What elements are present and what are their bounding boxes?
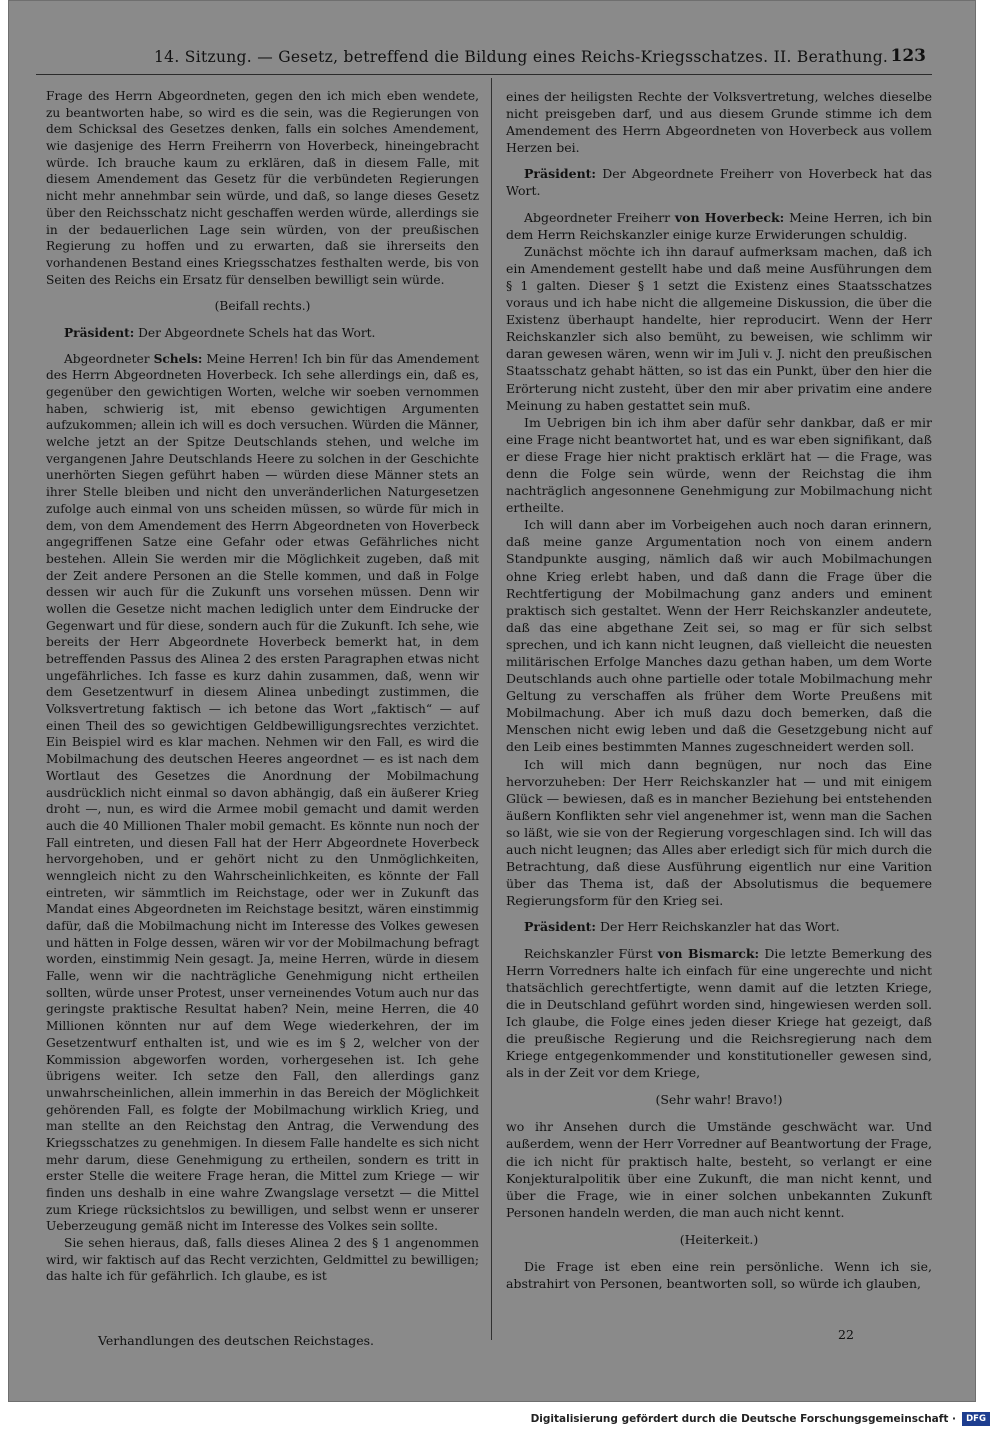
body-paragraph: Ich will mich dann begnügen, nur noch das Eine hervorzuheben: Der Herr Reichskanzler hat — und mit einigem Glück — bewiesen, daß es in mancher Beziehung bei entstehenden äußern Konflikten sehr viel angenehmer ist, wenn man die Sachen so läßt, wie sie von der Regierung vorgeschlagen sind. Ich will das auch nicht leugnen; das Alles aber erledigt sich für mich durch die Betrachtung, daß diese Ausführung eigentlich nur eine Varition über das Thema ist, daß der Absolutismus die bequemere Regierungsform für den Krieg sei. (506, 756, 933, 909)
speech-text: Die letzte Bemerkung des Herrn Vorredners halte ich einfach für eine ungerechte und nicht thatsächlich gerechtfertigte, wenn damit auf die letzten Kriege, die in Deutschland geführt worden sind, hingewiesen werden soll. Ich glaube, die Folge eines jeden dieser Kriege hat gezeigt, daß die preußische Regierung und die Reichsregierung nach dem Kriege entgegenkommender und konstitutioneller gewesen sind, als in der Zeit vor dem Kriege, (506, 945, 932, 1081)
speaker-prefix: Reichskanzler Fürst (524, 945, 658, 961)
page-number: 123 (890, 46, 926, 66)
body-paragraph: Sie sehen hieraus, daß, falls dieses Alinea 2 des § 1 angenommen wird, wir faktisch auf das Recht verzichten, Geldmittel zu bewilligen; das halte ich für gefährlich. Ich glaube, es ist (46, 1236, 479, 1284)
speaker-name: von Hoverbeck: (674, 209, 785, 225)
body-paragraph: eines der heiligsten Rechte der Volksvertretung, welches dieselbe nicht preisgeben darf, und aus diesem Grunde stimme ich dem Amendement des Herrn Abgeordneten von Hoverbeck aus vollem Herzen bei. (506, 89, 932, 156)
speech-paragraph (46, 325, 479, 342)
speech-paragraph (506, 918, 932, 935)
interjection: (Beifall rechts.) (214, 299, 311, 314)
speech-paragraph (506, 209, 932, 243)
interjection: (Heiterkeit.) (679, 1231, 759, 1247)
column-divider (491, 78, 492, 1340)
body-paragraph: Im Uebrigen bin ich ihm aber dafür sehr dankbar, daß er mir eine Frage nicht beantwortet hat, und es war eben signifikant, daß er diese Frage hier nicht praktisch erklärt hat — die Frage, was denn die Folge sein würde, wenn der Reichstag die ihm nachträglich angesonnene Genehmigung zur Mobilmachung nicht ertheilte. (506, 414, 932, 516)
speech-text: Meine Herren! Ich bin für das Amendement des Herrn Abgeordneten Hoverbeck. Ich sehe allerdings ein, daß es, gegenüber den gewichtigen Worten, welche wir soeben vernommen haben, schwierig ist, mit ebenso gewichtigen Argumenten aufzukommen; allein ich will es doch versuchen. Würden die Männer, welche jetzt an der Spitze Deutschlands stehen, und welche im vergangenen Jahre Deutschlands Heere zu solchen in der Geschichte unerhörten Siegen geführt haben — würden diese Männer stets an ihrer Stelle bleiben und nicht den unveränderlichen Naturgesetzen zufolge auch einmal von uns scheiden müssen, so würde für mich in dem, von dem Amendement des Herrn Abgeordneten von Hoverbeck angegriffenen Satze eine Gefahr oder etwas Gefährliches nicht bestehen. Allein Sie werden mir die Möglichkeit zugeben, daß mit der Zeit andere Personen an die Stelle kommen, und daß in Folge dessen wir auch für die Zukunft uns vorsehen müssen. Denn wir wollen die Gesetze nicht machen lediglich unter dem Eindrucke der Gegenwart und für diese, sondern auch für die Zukunft. Ich sehe, wie bereits der Herr Abgeordnete Hoverbeck bemerkt hat, in dem betreffenden Passus des Alinea 2 des ersten Paragraphen etwas nicht ungefährliches. Ich fasse es kurz dahin zusammen, daß, wenn wir dem Gesetzentwurf in diesem Alinea unbedingt zustimmen, die Volksvertretung faktisch — ich betone das Wort „faktisch“ — auf einen Theil des so gewichtigen Geldbewilligungsrechtes verzichtet. Ein Beispiel wird es klar machen. Nehmen wir den Fall, es wird die Mobilmachung des deutschen Heeres angeordnet — es ist nach dem Wortlaut des Gesetzes die Anordnung der Mobilmachung ausdrücklich nicht einmal so davon abhängig, daß ein äußerer Krieg droht —, nun, es wird die Armee mobil gemacht und damit werden auch die 40 Millionen Thaler mobil gemacht. Es könnte nun noch der Fall eintreten, und diesen Fall hat der Herr Abgeordnete Hoverbeck hervorgehoben, und er gehört nicht zu den Unmöglichkeiten, wenngleich nicht zu den Wahrscheinlichkeiten, es könnte der Fall eintreten, wir sämmtlich im Reichstage, oder wer in Zukunft das Mandat eines Abgeordneten im Reichstage besitzt, wären einstimmig dafür, daß die Mobilmachung nicht im Interesse des Volkes gewesen und hätten in Folge dessen, wären wir vor der Mobilmachung befragt worden, einstimmig Nein gesagt. Ja, meine Herren, würde in diesem Falle, wenn wir die nachträgliche Genehmigung nicht ertheilen sollten, würde unser Protest, unser verneinendes Votum auch nur das geringste praktische Resultat haben? Nein, meine Herren, die 40 Millionen könnten nur auf dem Wege wiederkehren, der im Gesetzentwurf enthalten ist, und wie es im § 2, welcher von der Kommission abgeworfen worden, vorhergesehen ist. Ich gehe übrigens weiter. Ich setze den Fall, den allerdings ganz unwahrscheinlichen, allein immerhin in das Bereich der Möglichkeit gehörenden Fall, es folgte der Mobilmachung wirklich Krieg, und man stellte an den Reichstag den Antrag, die Verwendung des Kriegsschatzes zu genehmigen. In diesem Falle handelte es sich nicht mehr darum, diese Genehmigung zu ertheilen, sondern es tritt in erster Stelle die weitere Frage heran, die Mittel zum Kriege — wir finden uns deshalb in eine wahre Zwangslage versetzt — die Mittel zum Kriege rücksichtslos zu bewilligen, und selbst wenn er unserer Ueberzeugung gemäß nicht im Interesse des Volkes sein sollte. (46, 351, 479, 1234)
speaker-name: Präsident: (64, 325, 135, 340)
speaker-name: von Bismarck: (657, 945, 760, 961)
body-paragraph: Ich will dann aber im Vorbeigehen auch noch daran erinnern, daß meine ganze Argumentation noch von einem andern Standpunkte ausging, nämlich daß wir auch Mobilmachungen ohne Krieg erlebt haben, und daß dann die Frage über die Rechtfertigung der Mobilmachung ganz anders und eminent praktisch sich gestaltet. Wenn der Herr Reichskanzler andeutete, daß das eine abgethane Zeit sei, so mag er für sich selbst sprechen, und ich kann nicht leugnen, daß vielleicht die neuesten militärischen Erfolge Manches dazu gethan haben, um dem Worte Deutschlands auch ohne partielle oder totale Mobilmachung mehr Geltung zu verschaffen als früher dem Worte Preußens mit Mobilmachung. Aber ich muß dazu doch bemerken, daß die Menschen nicht ewig leben und daß die Gesetzgebung nicht auf den Leib eines bestimmten Mannes zugeschneidert werden soll. (506, 517, 932, 755)
body-paragraph: wo ihr Ansehen durch die Umstände geschwächt war. Und außerdem, wenn der Herr Vorredner auf Beantwortung der Frage, die ich nicht für praktisch halte, besteht, so verlangt er eine Konjekturalpolitik über eine Zukunft, die man nicht kennt, und über die Frage, wie in einer solchen unbekannten Zukunft Personen handeln werden, die man auch nicht kennt. (506, 1119, 932, 1220)
interjection: (Sehr wahr! Bravo!) (655, 1092, 783, 1108)
speaker-name: Präsident: (524, 919, 597, 935)
speech-text: Der Abgeordnete Schels hat das Wort. (134, 325, 376, 340)
page-header (36, 44, 926, 74)
footer-signature: 22 (838, 1327, 854, 1342)
footer-source: Verhandlungen des deutschen Reichstages. (98, 1333, 375, 1348)
left-column (46, 88, 479, 1285)
speech-paragraph (506, 165, 932, 199)
page-title: 14. Sitzung. — Gesetz, betreffend die Bildung eines Reichs-Kriegsschatzes. II. Berathung. (154, 48, 889, 66)
speaker-name: Schels: (153, 351, 203, 366)
speech-paragraph (46, 351, 479, 1235)
body-paragraph: Frage des Herrn Abgeordneten, gegen den ich mich eben wendete, zu beantworten habe, so wird es die sein, was die Regierungen von dem Schicksal des Gesetzes denken, falls ein solches Amendement, wie dasjenige des Herrn Freiherrn von Hoverbeck, hineingebracht würde. Ich brauche kaum zu erklären, daß in diesem Falle, mit diesem Amendement das Gesetz für die verbündeten Regierungen nicht mehr annehmbar sein würde, und daß, so lange dieses Gesetz über den Reichsschatz nicht geschaffen werden würde, allerdings sie in der bedauerlichen Lage sein würden, von der preußischen Regierung zu hoffen und zu erwarten, daß sie ihrerseits den vorhandenen Bestand eines Kriegsschatzes festhalten werde, bis von Seiten des Reichs ein Ersatz für denselben bewilligt sein würde. (46, 89, 479, 287)
speech-paragraph (506, 945, 932, 1082)
speech-text: Der Herr Reichskanzler hat das Wort. (596, 919, 840, 935)
speaker-name: Präsident: (524, 166, 597, 182)
dfg-logo-icon: DFG (962, 1412, 990, 1426)
body-paragraph: Die Frage ist eben eine rein persönliche. Wenn ich sie, abstrahirt von Personen, beantworten soll, so würde ich glauben, (506, 1259, 932, 1292)
body-paragraph: Zunächst möchte ich ihn darauf aufmerksam machen, daß ich ein Amendement gestellt habe und daß meine Ausführungen dem § 1 galten. Dieser § 1 setzt die Existenz eines Staatsschatzes voraus und ich habe nicht die allgemeine Diskussion, die über die Existenz überhaupt handelte, hier reproducirt. Wenn der Herr Reichskanzler sich also bemüht, zu beweisen, wie schlimm wir daran gewesen wären, wenn wir im Juli v. J. nicht den preußischen Staatsschatz gehabt hätten, so ist das ein Punkt, über den hier die Erörterung nicht zusteht, über den mir aber privatim eine andere Meinung zu haben gestattet sein muß. (506, 243, 932, 413)
speaker-prefix: Abgeordneter Freiherr (524, 209, 675, 225)
scanned-page (8, 0, 976, 1402)
speech-text: Der Abgeordnete Freiherr von Hoverbeck hat das Wort. (506, 166, 932, 199)
speaker-prefix: Abgeordneter (64, 351, 154, 366)
credit-text: Digitalisierung gefördert durch die Deutsche Forschungsgemeinschaft · (530, 1413, 956, 1425)
right-column (506, 88, 932, 1292)
speech-text: Meine Herren, ich bin dem Herrn Reichskanzler einige kurze Erwiderungen schuldig. (506, 209, 932, 242)
header-rule (36, 74, 932, 75)
credit-bar (0, 1410, 1000, 1432)
